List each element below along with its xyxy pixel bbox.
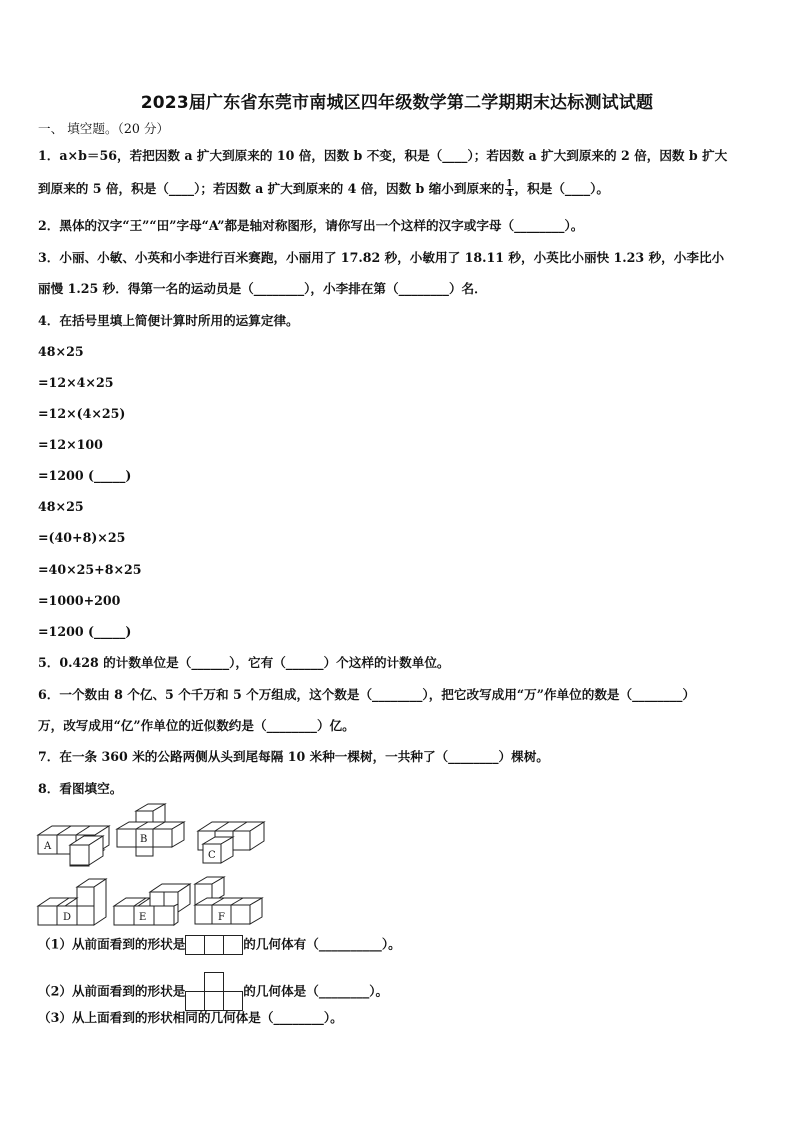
- sub-question-2: [38, 972, 388, 1012]
- question-6-line-2: 万，改写成用“亿”作单位的近似数约是（________）亿。: [38, 718, 355, 733]
- label-a: A: [44, 841, 52, 852]
- figure-b: [117, 804, 184, 856]
- section-heading: 一、 填空题。（20 分）: [38, 121, 170, 136]
- question-3-line-2: 丽慢 1.25 秒．得第一名的运动员是（________），小李排在第（________）名．: [38, 281, 487, 296]
- question-8-stem: 8．看图填空。: [38, 781, 123, 796]
- label-d: D: [63, 912, 72, 923]
- calc2-step-5: =1200 (_____): [38, 624, 132, 639]
- calc1-step-4: =12×100: [38, 437, 103, 452]
- t-shape-squares-icon: [185, 972, 243, 1012]
- question-7: 7．在一条 360 米的公路两侧从头到尾每隔 10 米种一棵树，一共种了（________）棵树。: [38, 749, 549, 764]
- fraction-numerator: 1: [506, 179, 513, 189]
- sub-question-1-a: （1）从前面看到的形状是: [38, 936, 186, 952]
- fraction-denominator: 4: [506, 189, 513, 199]
- question-1-line-2-a: 到原来的 5 倍，积是（____）；若因数 a 扩大到原来的 4 倍，因数 b 缩小到原来的: [38, 181, 505, 196]
- sub-question-2-a: （2）从前面看到的形状是: [38, 983, 186, 999]
- label-f: F: [218, 912, 225, 923]
- sub-question-1-b: 的几何体有（__________）。: [243, 936, 401, 952]
- calc1-step-1: 48×25: [38, 344, 84, 359]
- calc2-step-1: 48×25: [38, 499, 84, 514]
- calc2-step-2: =(40+8)×25: [38, 530, 126, 545]
- sub-question-1: [38, 935, 401, 955]
- sub-question-3: （3）从上面看到的形状相同的几何体是（________）。: [38, 1010, 343, 1025]
- calc1-step-2: =12×4×25: [38, 375, 114, 390]
- label-c: C: [208, 850, 216, 861]
- question-4-stem: 4．在括号里填上简便计算时所用的运算定律。: [38, 313, 299, 328]
- calc2-step-4: =1000+200: [38, 593, 121, 608]
- figure-f: [195, 877, 262, 924]
- sub-question-2-b: 的几何体是（________）。: [243, 983, 389, 999]
- calc2-step-3: =40×25+8×25: [38, 562, 142, 577]
- question-1-line-2-b: ，积是（____）。: [514, 181, 609, 196]
- figure-e: [114, 884, 190, 925]
- label-e: E: [139, 912, 147, 923]
- question-6-line-1: 6．一个数由 8 个亿、5 个千万和 5 个万组成，这个数是（________），把它改写成用“万”作单位的数是（________）: [38, 687, 696, 702]
- cube-figures: [30, 800, 280, 928]
- question-1-line-1: 1．a×b＝56，若把因数 a 扩大到原来的 10 倍，因数 b 不变，积是（____）；若因数 a 扩大到原来的 2 倍，因数 b 扩大: [38, 148, 728, 163]
- fraction-one-quarter: [505, 180, 513, 199]
- three-squares-row-icon: [185, 935, 243, 955]
- calc1-step-3: =12×(4×25): [38, 406, 126, 421]
- label-b: B: [140, 834, 148, 845]
- question-3-line-1: 3．小丽、小敏、小英和小李进行百米赛跑，小丽用了 17.82 秒，小敏用了 18.11 秒，小英比小丽快 1.23 秒，小李比小: [38, 250, 725, 265]
- question-5: 5．0.428 的计数单位是（______），它有（______）个这样的计数单位。: [38, 655, 450, 670]
- calc1-step-5: =1200 (_____): [38, 468, 132, 483]
- question-1-line-2: [38, 180, 609, 199]
- page-title: 2023届广东省东莞市南城区四年级数学第二学期期末达标测试试题: [140, 93, 654, 113]
- figure-d: [38, 879, 106, 925]
- question-2: 2．黑体的汉字“王”“田”字母“A”都是轴对称图形，请你写出一个这样的汉字或字母（________）。: [38, 218, 584, 233]
